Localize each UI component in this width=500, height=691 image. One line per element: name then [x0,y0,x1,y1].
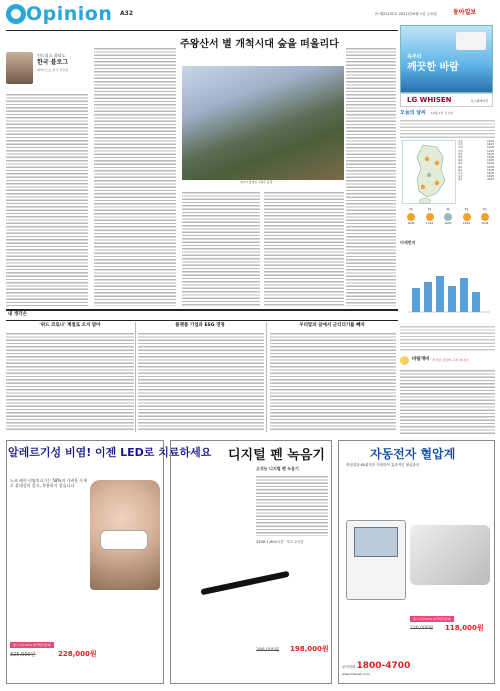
lg-logo: LG WHISEN [407,96,452,104]
ad-logo-bar [400,93,493,107]
bp-old-price: 236,000원 [410,626,433,631]
city-name: 인천 [458,143,463,147]
dust-bar [448,286,456,312]
column-headline: 주왕산서 별 개척시대 숲을 떠올리다 [180,39,339,50]
moon-text [400,368,495,434]
city-temp: 16/26 [487,165,494,169]
mountain-photo [182,66,344,180]
dust-bar [460,278,468,312]
logo-circle-icon [6,4,26,24]
photo-caption: 필자가 촬영한 주왕산 풍경 [240,180,273,184]
aircon-ad-banner[interactable] [400,25,493,93]
body-text-col-3 [182,190,260,306]
pen-ad-specs: 32GB 1,600시간 · 모드 2시간 [256,540,304,544]
city-temp: 15/24 [487,140,494,143]
dust-bars [412,276,480,312]
city-temp: 16/25 [487,152,494,156]
weather-icon [407,213,415,221]
korea-map-icon [403,141,457,205]
nasal-old-price: 325,000원 [10,652,36,658]
weather-notes [400,324,495,352]
author-subtitle: 에세이스트·한국 산림청 [37,68,68,72]
weather-icon [481,213,489,221]
city-name: 대구 [458,168,463,172]
pen-ad-title: 디지털 펜 녹음기 [228,448,325,463]
forecast-day-label: 5일 [464,208,469,211]
bp-ad-sub: 측정결과 60회까지 저장하여 효과적인 혈압관리 [346,463,420,467]
body-text-col-1 [6,92,88,306]
masthead-rule [6,30,398,31]
weather-date: 10월 1일 금요일 [430,111,453,115]
forecast-day-label: 3일 [427,208,432,211]
city-name: 서울 [458,140,463,143]
city-name: 수원 [458,146,463,150]
bp-ad-title: 자동전자 혈압계 [370,447,456,461]
nasal-device-image [100,530,148,550]
bp-monitor-screen [354,527,398,557]
author-role: 인드리스 쥴리노 [37,53,66,58]
reader-text-3 [270,331,396,431]
city-name: 강릉 [458,152,463,156]
weather-title: 오늘의 날씨 [400,110,426,116]
city-temp: 12/24 [487,149,494,153]
dust-bar [412,288,420,312]
dust-bar [436,276,444,312]
weather-header [400,110,495,117]
forecast-day [458,208,476,234]
body-text-col-5 [346,46,396,306]
forecast-day [439,208,457,234]
city-name: 울산 [458,175,463,179]
nasal-price-tag: 출시기념 30% 파격할인판매 [10,642,54,648]
city-name: 제주 [458,178,463,182]
weather-icon [426,213,434,221]
section-rule [6,309,398,311]
reader-item-title-3: 우리말과 글에서 군더더기를 빼자 [299,323,365,328]
city-temp: 15/26 [487,168,494,172]
city-temp: 15/26 [487,162,494,166]
forecast-temp: 15/24 [481,222,489,226]
city-name: 부산 [458,172,463,176]
city-temp: 16/25 [487,175,494,179]
ad-banner-line-2: 깨끗한 바람 [407,62,459,73]
col-divider [135,322,136,432]
newspaper-name: 동아일보 [453,9,477,16]
city-temp: 15/25 [487,156,494,160]
forecast-day-label: 4일 [446,208,450,211]
city-name: 청주 [458,156,463,160]
section-subrule [6,320,398,321]
forecast-temp: 17/24 [426,222,433,226]
nasal-ad-title: 알레르기성 비염! 이젠 LED로 치료하세요 [8,446,212,459]
forecast-day [402,208,420,234]
forecast-day-label: 2일 [409,208,413,211]
forecast-day [476,208,494,234]
nasal-new-price: 228,000원 [58,650,97,658]
city-name: 대전 [458,159,463,163]
city-name: 광주 [458,165,463,169]
dust-bar [472,292,480,312]
bp-price-tag: 출시기념 50% 파격할인판매 [410,616,454,622]
moon-title: 바람개비 [412,357,430,363]
body-text-col-2 [94,46,176,306]
lg-logo-sub: 식스팬에어컨 [470,99,488,103]
city-temp: 20/25 [487,178,494,182]
city-temp: 16/23 [487,143,494,147]
phone-label: 문의전화 [342,665,356,669]
opinion-logo [6,4,116,30]
dust-bar [424,282,432,312]
ad-banner-line-1: 속부터 [407,54,422,60]
moon-sub: 추석밖 진입학, 고성 떠나다 [432,358,469,363]
weather-icon [463,213,471,221]
author-name: 한국 블로그 [37,59,69,66]
reader-kicker: 내 생각은 [8,312,27,317]
author-photo [6,52,33,84]
contact-box [342,660,492,680]
pen-new-price: 198,000원 [290,645,329,653]
city-name: 춘천 [458,149,463,153]
pen-old-price: 396,000원 [256,648,279,653]
dust-chart-svg [404,248,492,318]
korea-weather-map [402,140,456,204]
reader-text-1 [6,331,134,431]
moon-section [400,356,495,436]
aircon-icon [456,32,486,50]
weather-icon [444,213,452,221]
forecast-temp: 16/25 [407,222,415,226]
page-number: A32 [120,10,133,17]
ad-url[interactable]: www.mitzvah.co.kr [342,672,371,677]
body-text-col-4 [264,190,344,306]
city-temp-table [458,140,494,182]
bp-cuff-image [410,525,490,585]
city-temp: 15/25 [487,159,494,163]
pen-ad-sub: 고성능 디지털 펜 녹음기 [256,466,299,471]
phone-number[interactable]: 1800-4700 [356,661,411,671]
forecast-day-label: 6일 [483,208,487,211]
city-name: 전주 [458,162,463,166]
forecast-temp: 16/23 [444,222,452,226]
bp-new-price: 118,000원 [445,624,484,632]
city-temp: 18/25 [487,172,494,176]
forecast-temp: 15/24 [463,222,470,226]
section-title: Opinion [26,3,113,25]
reader-item-title-1: '위드 코로나' 계절로 오지 말아 [39,323,101,328]
pen-ad-copy [256,474,328,536]
weekly-forecast [402,208,494,234]
col-divider [266,322,267,432]
city-temp: 14/25 [487,146,494,150]
reader-item-title-2: 플랫폼 기업과 ESG 경영 [175,323,225,328]
dateline: ㈜ 제21132호 2021년10월 1일 금요일 [375,12,437,16]
city-temp-row [458,178,494,181]
dust-chart [404,248,492,318]
weather-summary [400,118,495,138]
forecast-day [421,208,439,234]
moon-icon [400,356,409,365]
dust-chart-title: 미세먼지 [400,240,416,245]
reader-text-2 [138,331,264,431]
nasal-ad-sub: 노즈 케어 비염치료기는 58%의 가벼운 무게로 휴대성이 좋고, 착용하기 좋습니다 [10,478,88,489]
